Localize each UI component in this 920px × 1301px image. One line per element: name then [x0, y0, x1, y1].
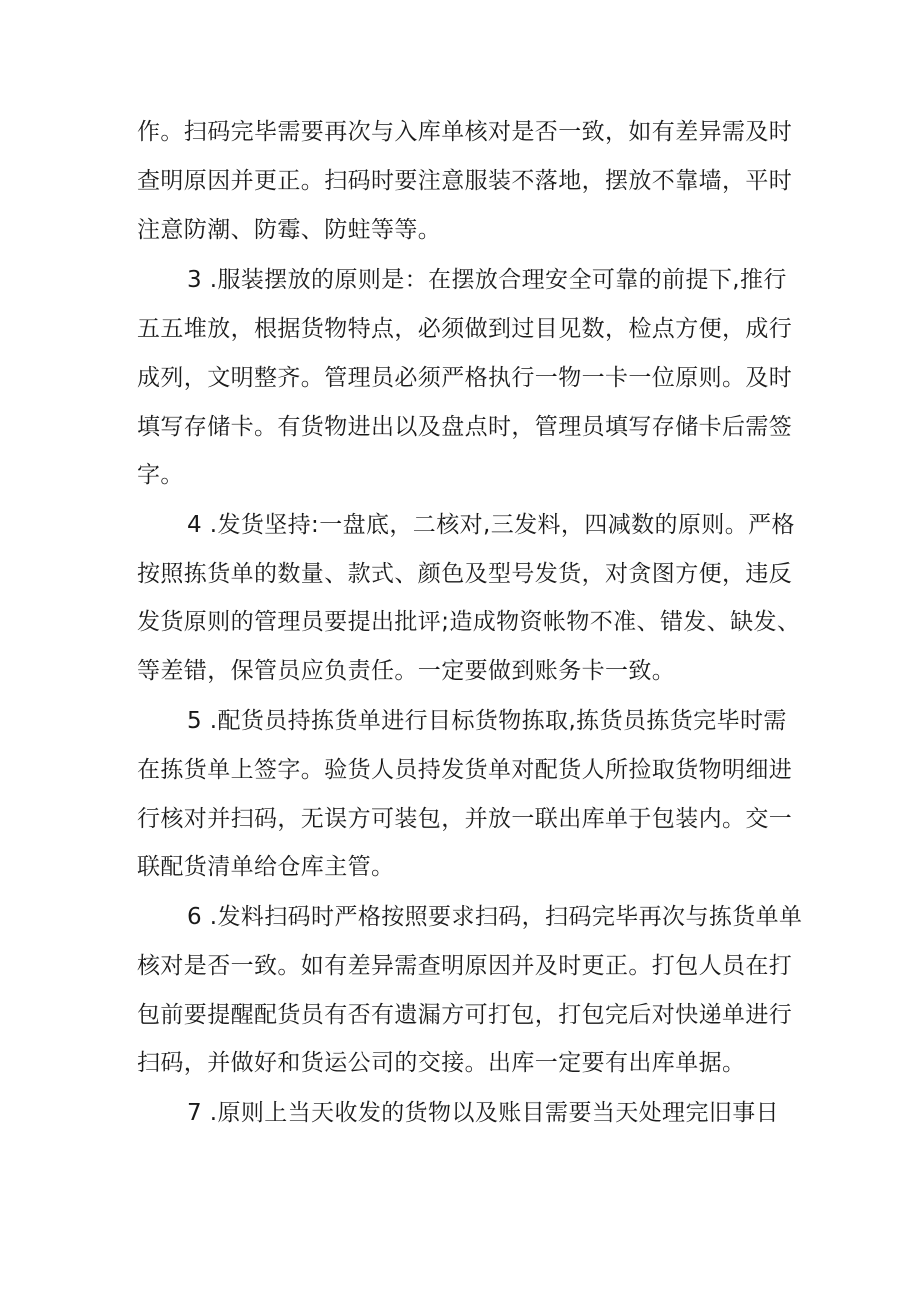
text-line: 等差错，保管员应负责任。一定要做到账务卡一致。: [137, 658, 676, 684]
text-line: 发货原则的管理员要提出批评;造成物资帐物不准、错发、缺发、: [137, 609, 801, 635]
text-line: 6 .发料扫码时严格按照要求扫码，扫码完毕再次与拣货单单: [187, 904, 803, 930]
text-line: 在拣货单上签字。验货人员持发货单对配货人所捡取货物明细进: [137, 757, 793, 783]
text-line: 按照拣货单的数量、款式、颜色及型号发货，对贪图方便，违反: [137, 561, 793, 587]
text-line: 查明原因并更正。扫码时要注意服装不落地，摆放不靠墙，平时: [137, 168, 793, 194]
text-line: 5 .配货员持拣货单进行目标货物拣取,拣货员拣货完毕时需: [187, 708, 787, 734]
text-line: 注意防潮、防霉、防蛀等等。: [137, 217, 442, 243]
text-line: 扫码，并做好和货运公司的交接。出库一定要有出库单据。: [137, 1050, 746, 1076]
text-line: 4 .发货坚持:一盘底，二核对,三发料，四减数的原则。严格: [187, 512, 795, 538]
text-line: 核对是否一致。如有差异需查明原因并及时更正。打包人员在打: [137, 953, 793, 979]
text-line: 字。: [137, 462, 184, 488]
text-line: 作。扫码完毕需要再次与入库单核对是否一致，如有差异需及时: [137, 119, 793, 145]
text-line: 五五堆放，根据货物特点，必须做到过目见数，检点方便，成行: [137, 316, 793, 342]
text-line: 行核对并扫码，无误方可装包，并放一联出库单于包装内。交一: [137, 806, 793, 832]
text-line: 成列，文明整齐。管理员必须严格执行一物一卡一位原则。及时: [137, 365, 793, 391]
text-line: 7 .原则上当天收发的货物以及账目需要当天处理完旧事日: [187, 1100, 780, 1126]
text-line: 联配货清单给仓库主管。: [137, 854, 395, 880]
text-line: 3 .服装摆放的原则是：在摆放合理安全可靠的前提下,推行: [187, 267, 787, 293]
text-line: 包前要提醒配货员有否有遗漏方可打包，打包完后对快递单进行: [137, 1002, 793, 1028]
text-line: 填写存储卡。有货物进出以及盘点时，管理员填写存储卡后需签: [137, 414, 793, 440]
